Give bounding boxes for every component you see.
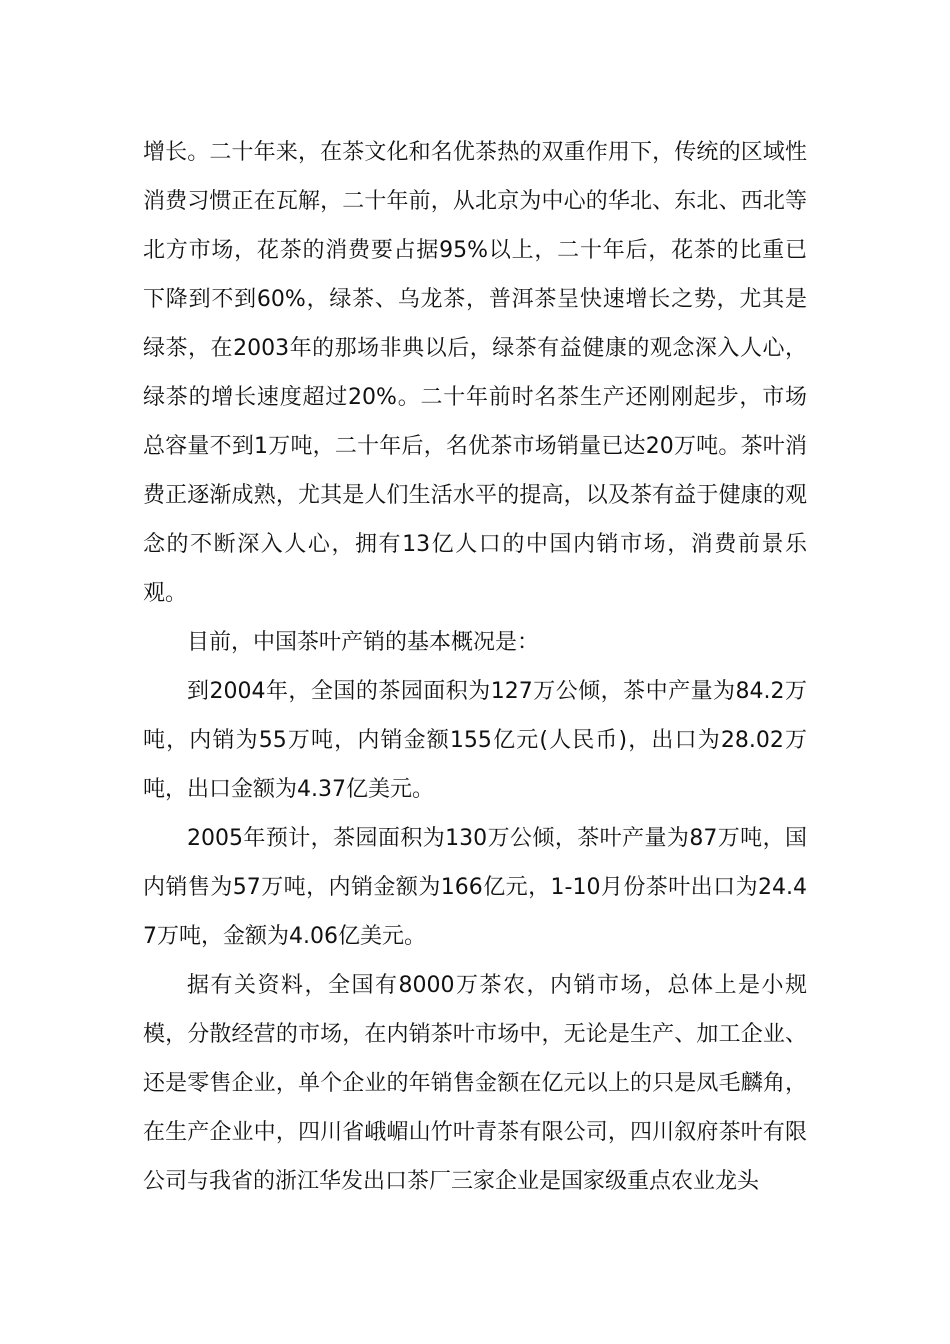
paragraph-2004-stats: 到2004年，全国的茶园面积为127万公倾，茶中产量为84.2万吨，内销为55万吨，内销金额155亿元(人民币)，出口为28.02万吨，出口金额为4.37亿美元。 (143, 679, 807, 802)
paragraph-overview-intro: 目前，中国茶叶产销的基本概况是： (187, 630, 540, 655)
paragraph-market-structure: 据有关资料，全国有8000万茶农，内销市场，总体上是小规模，分散经营的市场，在内销茶叶市场中，无论是生产、加工企业、还是零售企业，单个企业的年销售金额在亿元以上的只是凤毛麟角，在生产企业中，四川省峨嵋山竹叶青茶有限公司，四川叙府茶叶有限公司与我省的浙江华发出口茶厂三家企业是国家级重点农业龙头 (143, 973, 807, 1194)
paragraph-2005-forecast: 2005年预计，茶园面积为130万公倾，茶叶产量为87万吨，国内销售为57万吨，内销金额为166亿元，1-10月份茶叶出口为24.47万吨，金额为4.06亿美元。 (143, 826, 807, 949)
paragraph-continuation: 增长。二十年来，在茶文化和名优茶热的双重作用下，传统的区域性消费习惯正在瓦解，二十年前，从北京为中心的华北、东北、西北等北方市场，花茶的消费要占据95%以上，二十年后，花茶的比重已下降到不到60%，绿茶、乌龙茶，普洱茶呈快速增长之势，尤其是绿茶，在2003年的那场非典以后，绿茶有益健康的观念深入人心，绿茶的增长速度超过20%。二十年前时名茶生产还刚刚起步，市场总容量不到1万吨，二十年后，名优茶市场销量已达20万吨。茶叶消费正逐渐成熟，尤其是人们生活水平的提高，以及茶有益于健康的观念的不断深入人心，拥有13亿人口的中国内销市场，消费前景乐观。 (143, 140, 807, 606)
document-body (143, 128, 807, 1206)
